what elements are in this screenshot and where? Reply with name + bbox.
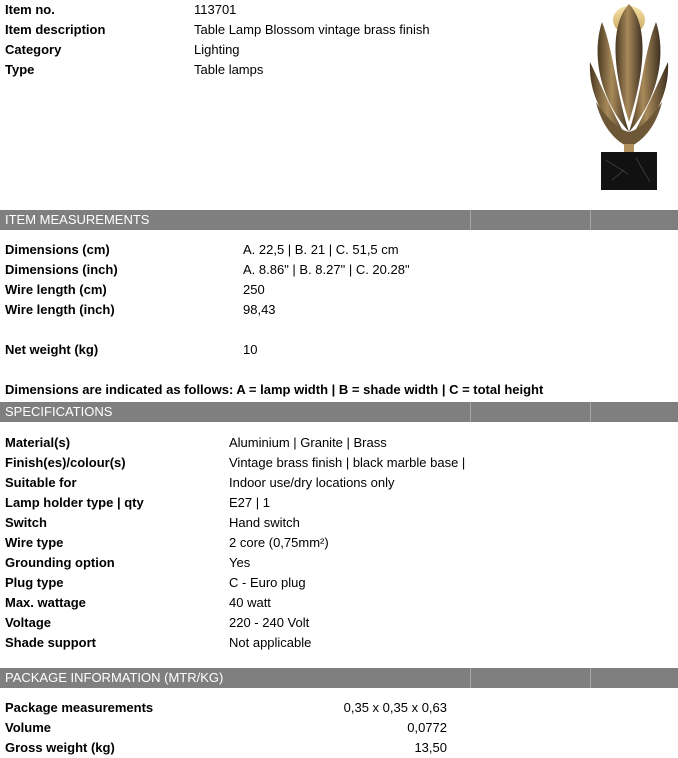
- measurement-label: Dimensions (inch): [5, 262, 118, 277]
- header-divider: [590, 668, 591, 688]
- spec-label: Wire type: [5, 535, 64, 550]
- measurement-value: A. 22,5 | B. 21 | C. 51,5 cm: [243, 242, 399, 257]
- spec-label: Shade support: [5, 635, 97, 650]
- item-description-value: Table Lamp Blossom vintage brass finish: [194, 22, 430, 37]
- package-information-title: PACKAGE INFORMATION (MTR/KG): [5, 670, 224, 685]
- spec-label: Lamp holder type | qty: [5, 495, 144, 510]
- item-measurements-header: [0, 210, 678, 230]
- measurement-value: A. 8.86" | B. 8.27" | C. 20.28": [243, 262, 410, 277]
- package-label: Gross weight (kg): [5, 740, 115, 755]
- spec-label: Finish(es)/colour(s): [5, 455, 126, 470]
- measurement-value: 98,43: [243, 302, 276, 317]
- spec-value: E27 | 1: [229, 495, 270, 510]
- category-value: Lighting: [194, 42, 240, 57]
- item-no-label: Item no.: [5, 2, 55, 17]
- product-image: [588, 2, 670, 192]
- item-description-label: Item description: [5, 22, 106, 37]
- header-divider: [590, 210, 591, 230]
- header-divider: [590, 402, 591, 422]
- item-no-value: 113701: [194, 2, 237, 17]
- header-divider: [470, 668, 471, 688]
- package-label: Package measurements: [5, 700, 154, 715]
- dimensions-note: Dimensions are indicated as follows: A = lamp width | B = shade width | C = total height: [5, 382, 544, 397]
- package-value: 0,35 x 0,35 x 0,63: [343, 700, 447, 715]
- type-value: Table lamps: [194, 62, 264, 77]
- spec-value: 2 core (0,75mm²): [229, 535, 329, 550]
- spec-label: Switch: [5, 515, 47, 530]
- spec-value: Yes: [229, 555, 251, 570]
- spec-label: Max. wattage: [5, 595, 86, 610]
- package-value: 13,50: [414, 740, 447, 755]
- measurement-label: Dimensions (cm): [5, 242, 110, 257]
- spec-value: 40 watt: [229, 595, 271, 610]
- spec-label: Plug type: [5, 575, 64, 590]
- spec-label: Grounding option: [5, 555, 115, 570]
- package-label: Volume: [5, 720, 51, 735]
- spec-value: C - Euro plug: [229, 575, 306, 590]
- item-measurements-title: ITEM MEASUREMENTS: [5, 212, 150, 227]
- spec-label: Voltage: [5, 615, 51, 630]
- spec-value: Indoor use/dry locations only: [229, 475, 395, 490]
- spec-value: Aluminium | Granite | Brass: [229, 435, 387, 450]
- package-value: 0,0772: [407, 720, 447, 735]
- header-divider: [470, 210, 471, 230]
- measurement-label: Net weight (kg): [5, 342, 99, 357]
- spec-value: 220 - 240 Volt: [229, 615, 310, 630]
- measurement-value: 250: [243, 282, 265, 297]
- specifications-title: SPECIFICATIONS: [5, 404, 113, 419]
- header-divider: [470, 402, 471, 422]
- category-label: Category: [5, 42, 62, 57]
- spec-value: Hand switch: [229, 515, 300, 530]
- type-label: Type: [5, 62, 35, 77]
- measurement-label: Wire length (cm): [5, 282, 107, 297]
- measurement-label: Wire length (inch): [5, 302, 115, 317]
- package-information-header: [0, 668, 678, 688]
- spec-label: Material(s): [5, 435, 71, 450]
- spec-label: Suitable for: [5, 475, 77, 490]
- measurement-value: 10: [243, 342, 258, 357]
- spec-value: Not applicable: [229, 635, 312, 650]
- specifications-header: [0, 402, 678, 422]
- spec-value: Vintage brass finish | black marble base |: [229, 455, 466, 470]
